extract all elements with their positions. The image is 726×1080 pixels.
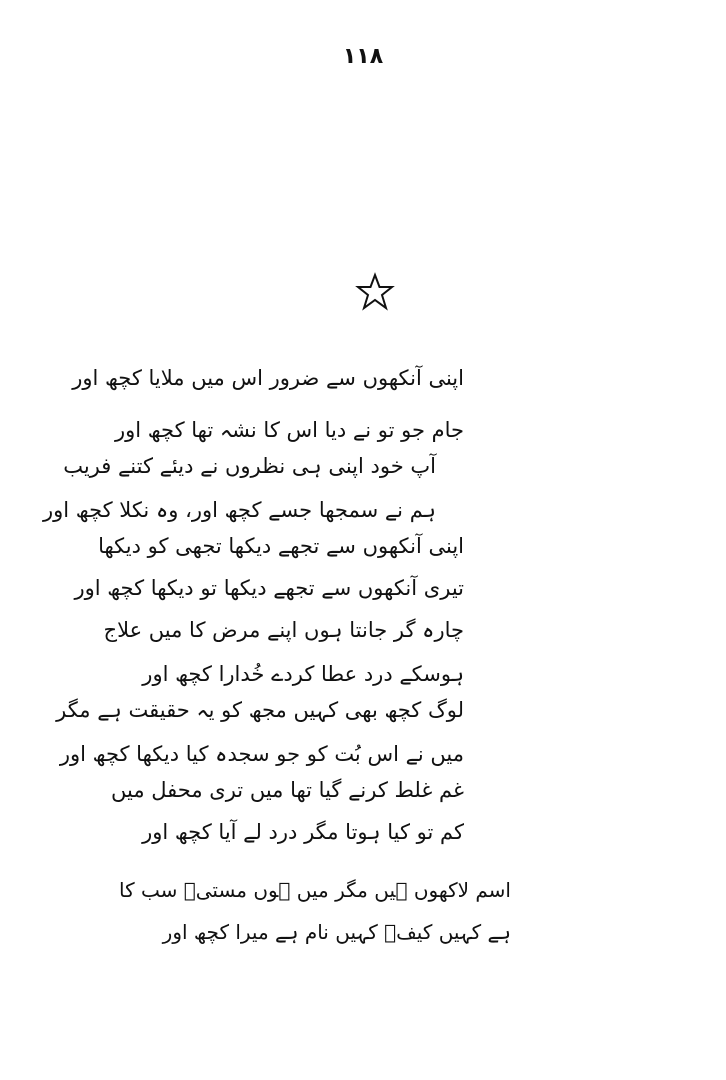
verse-line: تیری آنکھوں سے تجھے دیکھا تو دیکھا کچھ اور	[74, 576, 464, 600]
verse-line: چارہ گر جانتا ہوں اپنے مرض کا میں علاج	[103, 618, 464, 642]
verse-line: ہوسکے درد عطا کردے خُدارا کچھ اور	[142, 662, 464, 686]
star-icon	[355, 272, 395, 312]
verse-line: اپنی آنکھوں سے ضرور اس میں ملایا کچھ اور	[72, 366, 464, 390]
maqta-line: ہے کہیں کیفؔ کہیں نام ہے میرا کچھ اور	[162, 920, 511, 944]
verse-line: ہم نے سمجھا جسے کچھ اور، وہ نکلا کچھ اور	[43, 498, 436, 522]
maqta-line: اسم لاکھوں ہیں مگر میں ہوں مستیؔ سب کا	[119, 878, 511, 902]
verse-line: غم غلط کرنے گیا تھا میں تری محفل میں	[111, 778, 464, 802]
verse-line: کم تو کیا ہوتا مگر درد لے آیا کچھ اور	[142, 820, 464, 844]
verse-line: میں نے اس بُت کو جو سجدہ کیا دیکھا کچھ اور	[59, 742, 464, 766]
verse-line: جام جو تو نے دیا اس کا نشہ تھا کچھ اور	[114, 418, 464, 442]
page-number: ۱۱۸	[342, 44, 384, 69]
verse-line: آپ خود اپنی ہی نظروں نے دیئے کتنے فریب	[63, 454, 436, 478]
verse-line: لوگ کچھ بھی کہیں مجھ کو یہ حقیقت ہے مگر	[56, 698, 464, 722]
verse-line: اپنی آنکھوں سے تجھے دیکھا تجھی کو دیکھا	[98, 534, 464, 558]
